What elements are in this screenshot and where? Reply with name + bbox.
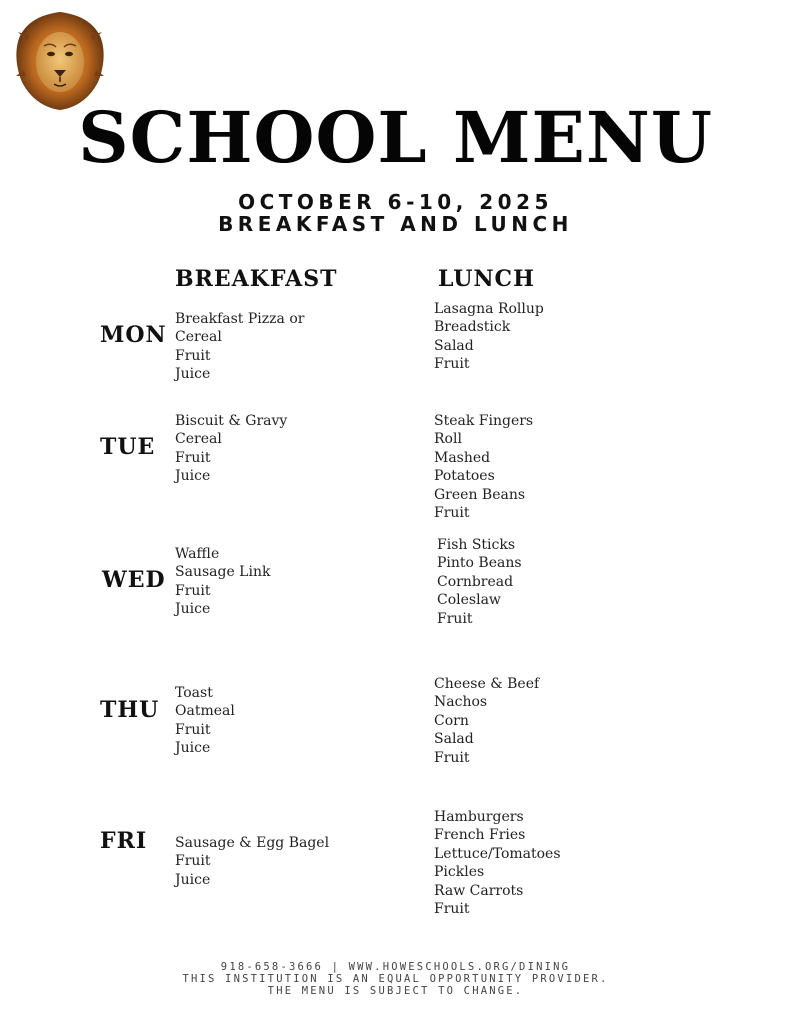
tue-breakfast-list [175, 412, 287, 486]
wed-lunch-list [437, 536, 522, 628]
list-item: Juice [175, 468, 211, 485]
list-item: Lasagna Rollup [434, 301, 544, 317]
date-range: OCTOBER 6-10, 2025 [238, 190, 553, 214]
list-item: Juice [175, 740, 211, 757]
wed-breakfast-list [175, 545, 270, 619]
list-item: Sausage Link [175, 564, 271, 581]
list-item: Oatmeal [175, 703, 235, 720]
list-item: Juice [175, 601, 211, 618]
fri-lunch-list [434, 808, 561, 918]
list-item: Waffle [175, 546, 220, 562]
day-label-thu: THU [100, 697, 160, 723]
list-item: Juice [175, 366, 211, 383]
mon-breakfast-list [175, 310, 304, 384]
list-item: Fruit [175, 721, 211, 738]
list-item: Pickles [434, 864, 485, 881]
list-item: Fruit [434, 356, 470, 373]
list-item: Lettuce/Tomatoes [434, 845, 561, 862]
page-title: SCHOOL MENU [78, 96, 713, 179]
fri-breakfast-list [175, 834, 329, 889]
list-item: Fruit [434, 749, 470, 766]
list-item: Fruit [434, 505, 470, 522]
meals-subtitle: BREAKFAST AND LUNCH [218, 212, 573, 236]
list-item: Cornbread [437, 573, 514, 590]
list-item: Potatoes [434, 468, 495, 485]
list-item: Salad [434, 337, 474, 354]
list-item: Salad [434, 731, 474, 748]
list-item: Cereal [175, 329, 222, 346]
list-item: Steak Fingers [434, 413, 534, 429]
footer-contact: 918-658-3666 | WWW.HOWESCHOOLS.ORG/DINING [220, 961, 571, 973]
list-item: Toast [175, 685, 213, 701]
footer-disclaimer: THE MENU IS SUBJECT TO CHANGE. [267, 985, 524, 997]
thu-lunch-list [434, 675, 539, 767]
list-item: Breadstick [434, 319, 511, 336]
list-item: Cheese & Beef [434, 676, 540, 692]
day-label-tue: TUE [100, 434, 156, 460]
list-item: Fruit [434, 901, 470, 918]
list-item: Fish Sticks [437, 537, 516, 553]
list-item: Fruit [175, 347, 211, 364]
list-item: Juice [175, 871, 211, 888]
list-item: Fruit [175, 449, 211, 466]
list-item: Breakfast Pizza or [175, 311, 305, 327]
day-label-fri: FRI [100, 828, 148, 854]
day-label-wed: WED [102, 567, 166, 593]
tue-lunch-list [434, 412, 533, 522]
footer-equal-opportunity: THIS INSTITUTION IS AN EQUAL OPPORTUNITY PROVIDER. [182, 973, 609, 985]
mon-lunch-list [434, 300, 544, 374]
breakfast-column-header: BREAKFAST [175, 266, 338, 292]
list-item: Coleslaw [437, 592, 501, 609]
list-item: Fruit [175, 582, 211, 599]
list-item: Hamburgers [434, 809, 524, 825]
list-item: Mashed [434, 449, 491, 466]
thu-breakfast-list [175, 684, 235, 758]
day-label-mon: MON [100, 322, 167, 348]
list-item: Biscuit & Gravy [175, 413, 288, 429]
list-item: Raw Carrots [434, 882, 524, 899]
list-item: Nachos [434, 694, 488, 711]
list-item: Fruit [175, 853, 211, 870]
list-item: French Fries [434, 827, 526, 844]
list-item: Roll [434, 431, 462, 448]
list-item: Green Beans [434, 486, 526, 503]
lunch-column-header: LUNCH [438, 266, 535, 292]
list-item: Fruit [437, 610, 473, 627]
list-item: Cereal [175, 431, 222, 448]
list-item: Corn [434, 712, 469, 729]
list-item: Pinto Beans [437, 555, 522, 572]
list-item: Sausage & Egg Bagel [175, 835, 330, 851]
